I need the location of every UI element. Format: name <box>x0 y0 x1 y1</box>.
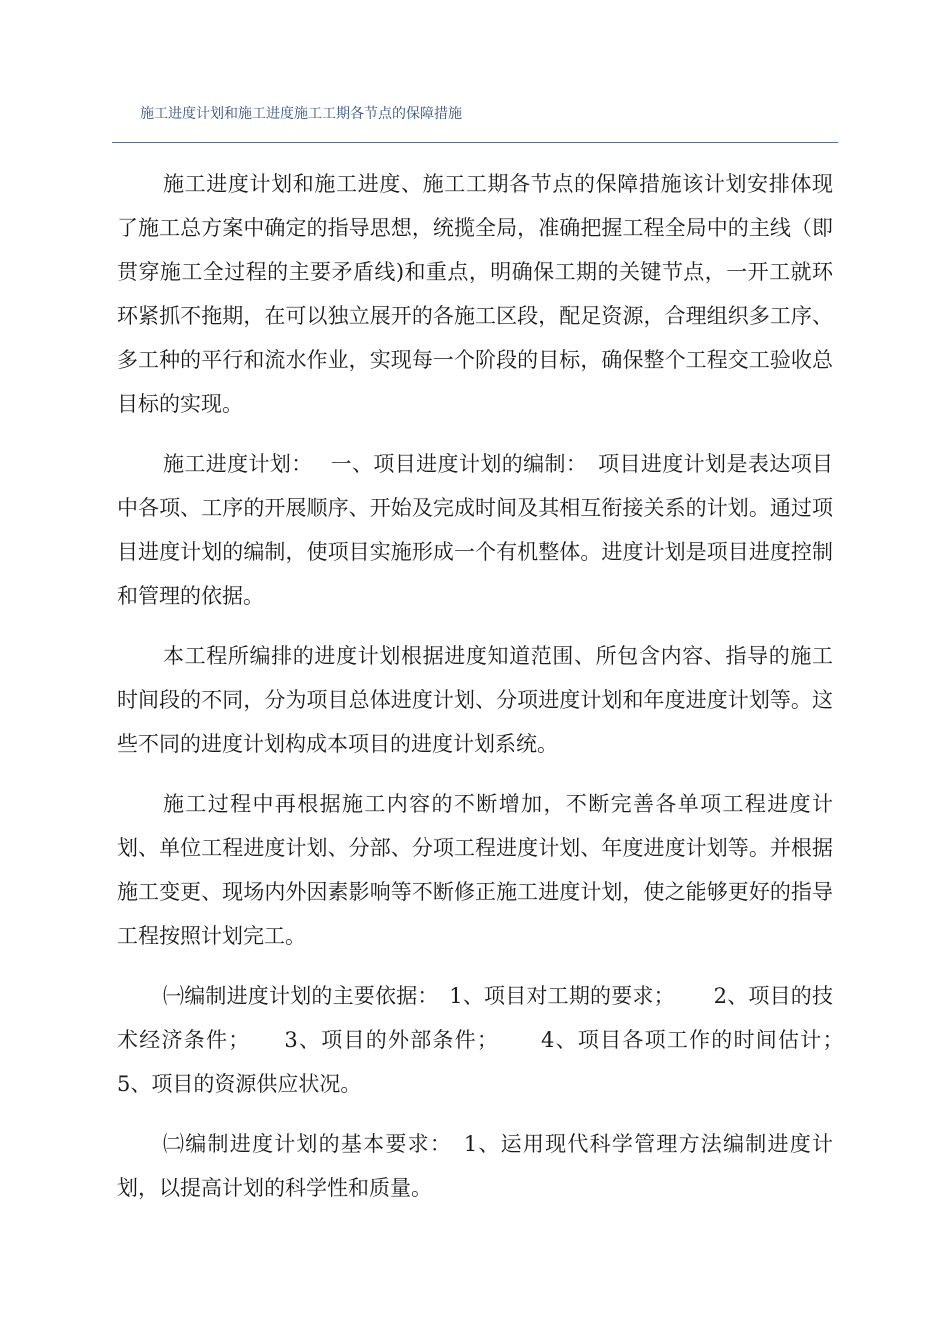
paragraph-schedule-compilation: 施工进度计划： 一、项目进度计划的编制： 项目进度计划是表达项目中各项、工序的开展顺序、开始及完成时间及其相互衔接关系的计划。通过项目进度计划的编制，使项目实施形成一个有机整体。进度计划是项目进度控制和管理的依据。 <box>117 452 833 608</box>
page-header-title: 施工进度计划和施工进度施工工期各节点的保障措施 <box>140 106 462 122</box>
paragraph-main-basis: ㈠编制进度计划的主要依据： 1、项目对工期的要求； 2、项目的技术经济条件； 3、项目的外部条件； 4、项目各项工作的时间估计； 5、项目的资源供应状况。 <box>117 984 882 1096</box>
document-body <box>117 162 882 1226</box>
paragraph-intro: 施工进度计划和施工进度、施工工期各节点的保障措施该计划安排体现了施工总方案中确定的指导思想，统揽全局，准确把握工程全局中的主线（即贯穿施工全过程的主要矛盾线)和重点，明确保工期的关键节点，一开工就环环紧抓不拖期，在可以独立展开的各施工区段，配足资源，合理组织多工序、多工种的平行和流水作业，实现每一个阶段的目标，确保整个工程交工验收总目标的实现。 <box>117 172 833 416</box>
paragraph-schedule-system: 本工程所编排的进度计划根据进度知道范围、所包含内容、指导的施工时间段的不同，分为项目总体进度计划、分项进度计划和年度进度计划等。这些不同的进度计划构成本项目的进度计划系统。 <box>117 644 833 756</box>
paragraph-basic-requirements: ㈡编制进度计划的基本要求： 1、运用现代科学管理方法编制进度计划，以提高计划的科学性和质量。 <box>117 1132 833 1200</box>
paragraph-schedule-refinement: 施工过程中再根据施工内容的不断增加，不断完善各单项工程进度计划、单位工程进度计划、分部、分项工程进度计划、年度进度计划等。并根据施工变更、现场内外因素影响等不断修正施工进度计划，使之能够更好的指导工程按照计划完工。 <box>117 792 833 948</box>
header-divider <box>112 142 838 143</box>
